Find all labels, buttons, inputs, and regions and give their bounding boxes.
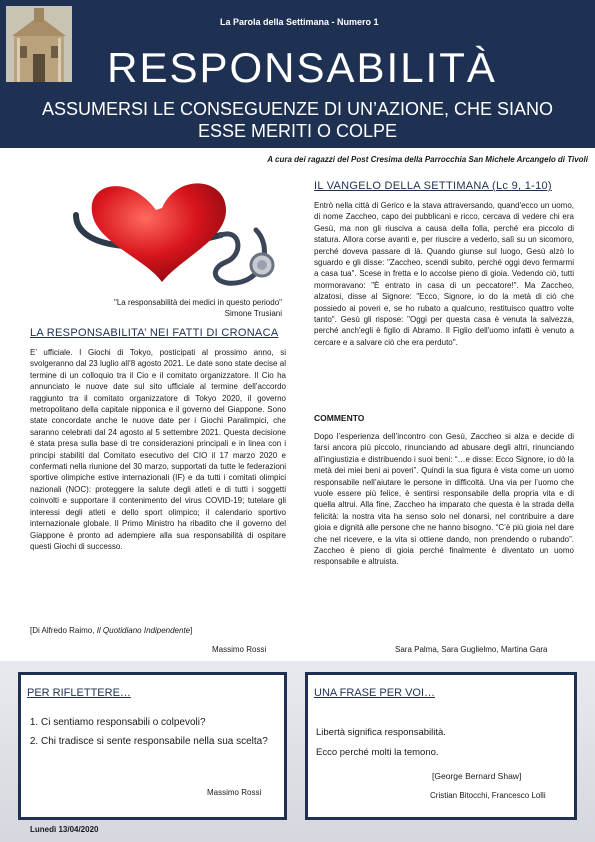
list-item: 1. Ci sentiamo responsabili o colpevoli? bbox=[41, 715, 277, 730]
vangelo-title: IL VANGELO DELLA SETTIMANA (Lc 9, 1-10) bbox=[314, 180, 552, 192]
source-paper: Il Quotidiano Indipendente bbox=[96, 626, 191, 635]
image-caption bbox=[30, 297, 282, 319]
commento-title: COMMENTO bbox=[314, 413, 365, 423]
issue-label: La Parola della Settimana - Numero 1 bbox=[220, 17, 379, 27]
riflettere-list bbox=[25, 715, 277, 753]
cronaca-source bbox=[30, 626, 192, 635]
credit-line: A cura dei ragazzi del Post Cresima della Parrocchia San Michele Arcangelo di Tivoli bbox=[267, 155, 588, 164]
source-prefix: [Di Alfredo Raimo, bbox=[30, 626, 97, 635]
cronaca-signature: Massimo Rossi bbox=[212, 645, 267, 654]
header-banner bbox=[0, 0, 595, 148]
cronaca-text bbox=[30, 347, 286, 552]
riflettere-box bbox=[18, 672, 287, 820]
frase-author: [George Bernard Shaw] bbox=[432, 771, 522, 781]
subtitle-line-1: ASSUMERSI LE CONSEGUENZE DI UN’AZIONE, CHE SIANO bbox=[41, 99, 554, 119]
frase-signature: Cristian Bitocchi, Francesco Lolli bbox=[430, 791, 546, 800]
caption-author: Simone Trusiani bbox=[224, 309, 282, 318]
caption-quote: "La responsabilità dei medici in questo periodo" bbox=[113, 298, 282, 307]
riflettere-signature: Massimo Rossi bbox=[207, 788, 262, 797]
cronaca-paragraph: E’ ufficiale. I Giochi di Tokyo, posticipati al prossimo anno, si svolgeranno dal 23 luglio all’8 agosto 2021. Le date sono state decise al termine di un colloquio tra il Cio e il comitato organizzatore. Il Cio ha annunciato le nuove date sul sito ufficiale al termine dell’accordo raggiunto tra il comitato organizzatore di Tokyo 2020, il governo metropolitano della capitale nipponica e il governo del Giappone. Sono state concordate anche le nuove date per i Giochi Paralimpici, che saranno celebrati dal 24 agosto al 5 settembre 2021. Questa decisione è stata presa sulla base di tre considerazioni principali e in linea con i principi stabiliti dal Comitato esecutivo del CIO il 17 marzo 2020 e confermati nella riunione del 30 marzo, supportati da tutte le federazioni sportive olimpiche estive internazionali (IF) e da tutti i comitati olimpici nazionali (NOC): proteggere la salute degli atleti e di tutti i soggetti coinvolti e supportare il contenimento del virus COVID-19; tutelare gli interessi degli atleti e dello sport olimpico; il calendario sportivo internazionale globale. Il Primo Ministro ha ribadito che il governo del Giappone è pronto ad adempiere alla sua responsabilità di ospitare questi Giochi di successo. bbox=[30, 348, 286, 551]
frase-line-1: Libertà significa responsabilità. bbox=[316, 727, 446, 738]
vangelo-text bbox=[314, 200, 574, 348]
subtitle-line-2: ESSE MERITI O COLPE bbox=[197, 121, 398, 141]
page-title: RESPONSABILITÀ bbox=[107, 44, 497, 91]
frase-box bbox=[305, 672, 577, 820]
cronaca-title: LA RESPONSABILITA’ NEI FATTI DI CRONACA bbox=[30, 327, 279, 339]
page-subtitle bbox=[0, 98, 595, 142]
vangelo-signature: Sara Palma, Sara Guglielmo, Martina Gara bbox=[395, 645, 548, 654]
list-item: 2. Chi tradisce si sente responsabile nella sua scelta? bbox=[41, 734, 277, 749]
issue-date: Lunedì 13/04/2020 bbox=[30, 825, 99, 834]
frase-line-2: Ecco perché molti la temono. bbox=[316, 747, 439, 758]
source-suffix: ] bbox=[190, 626, 193, 635]
riflettere-title: PER RIFLETTERE… bbox=[27, 687, 131, 699]
heart-stethoscope-image bbox=[66, 160, 281, 290]
vangelo-paragraph: Entrò nella città di Gerico e la stava attraversando, quand'ecco un uomo, di nome Zaccheo, capo dei pubblicani e ricco, cercava di vedere chi era Gesù, ma non gli riusciva a causa della folla, perché era piccolo di statura. Allora corse avanti e, per riuscire a vederlo, salì su un sicomoro, perché doveva passare di là. Quando giunse sul luogo, Gesù alzò lo sguardo e gli disse: "Zaccheo, scendi subito, perché oggi devo fermarmi a casa tua". Scese in fretta e lo accolse pieno di gioia. Vedendo ciò, tutti mormoravano: "È entrato in casa di un peccatore!". Ma Zaccheo, alzatosi, disse al Signore: "Ecco, Signore, io do la metà di ciò che possiedo ai poveri e, se ho rubato a qualcuno, restituisco quattro volte tanto". Gesù gli rispose: "Oggi per questa casa è venuta la salvezza, perché anch'egli è figlio di Abramo. Il Figlio dell'uomo infatti è venuto a cercare e a salvare ciò che era perduto". bbox=[314, 201, 574, 347]
frase-title: UNA FRASE PER VOI… bbox=[314, 687, 436, 699]
commento-paragraph: Dopo l’esperienza dell’incontro con Gesù, Zaccheo si alza e decide di farsi ancora più piccolo, rinunciando ad abusare degli altri, rinunciando all’ingiustizia e distribuendo i suoi beni: “…e disse: Ecco Signore, io dò la metà dei miei beni ai poveri”. Quindi la sua figura è vista come un uomo responsabile nell’aiutare le persone in difficoltà. Una via per l’uomo che vuole essere più felice, è sentirsi responsabile della propria vita e di quella altrui. Alla fine, Zaccheo ha imparato che questa è la strada della felicità: la nostra vita ha senso solo nel donarsi, nel contribuire a dare gioia e dignità alle persone che ne hanno bisogno. “C’è più gioia nel dare che nel ricevere, e la vita si ottiene dando, non prendendo o rubando”. Zaccheo è pieno di gioia perché finalmente è diventato un uomo responsabile e altruista. bbox=[314, 432, 574, 567]
commento-text bbox=[314, 431, 574, 568]
church-photo bbox=[6, 6, 72, 82]
